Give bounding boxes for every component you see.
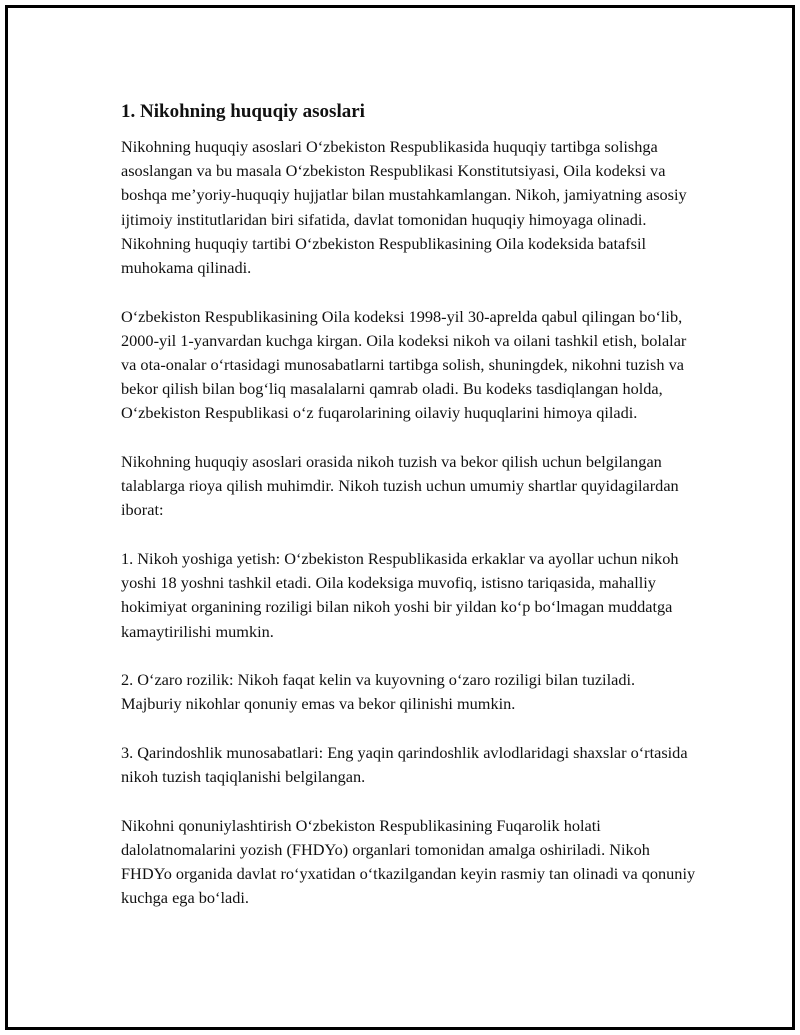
section-heading: 1. Nikohning huquqiy asoslari bbox=[121, 101, 365, 122]
list-item-marriage-age: 1. Nikoh yoshiga yetish: O‘zbekiston Respublikasida erkaklar va ayollar uchun nikoh yoshi 18 yoshni tashkil etadi. Oila kodeksiga muvofiq, istisno tariqasida, mahalliy hokimiyat organining roziligi bilan nikoh yoshi bir yildan ko‘p bo‘lmagan muddatga kamaytirilishi mumkin. bbox=[121, 549, 679, 641]
list-item-kinship: 3. Qarindoshlik munosabatlari: Eng yaqin qarindoshlik avlodlaridagi shaxslar o‘rtasida nikoh tuzish taqiqlanishi belgilangan. bbox=[121, 743, 688, 787]
paragraph-conditions: Nikohning huquqiy asoslari orasida nikoh tuzish va bekor qilish uchun belgilangan talablarga rioya qilish muhimdir. Nikoh tuzish uchun umumiy shartlar quyidagilardan iborat: bbox=[121, 452, 679, 520]
paragraph-intro: Nikohning huquqiy asoslari O‘zbekiston Respublikasida huquqiy tartibga solishga asoslangan va bu masala O‘zbekiston Respublikasi Konstitutsiyasi, Oila kodeksi va boshqa me’yoriy-huquqiy hujjatlar bilan mustahkamlangan. Nikoh, jamiyatning asosiy ijtimoiy institutlaridan biri sifatida, davlat tomonidan huquqiy himoyaga olinadi. Nikohning huquqiy tartibi O‘zbekiston Respublikasining Oila kodeksida batafsil muhokama qilinadi. bbox=[121, 137, 687, 278]
page-frame bbox=[5, 5, 795, 1030]
document-body bbox=[121, 99, 696, 935]
list-item-mutual-consent: 2. O‘zaro rozilik: Nikoh faqat kelin va kuyovning o‘zaro roziligi bilan tuziladi. Majburiy nikohlar qonuniy emas va bekor qilinishi mumkin. bbox=[121, 670, 636, 714]
paragraph-family-code: O‘zbekiston Respublikasining Oila kodeksi 1998-yil 30-aprelda qabul qilingan bo‘lib, 2000-yil 1-yanvardan kuchga kirgan. Oila kodeksi nikoh va oilani tashkil etish, bolalar va ota-onalar o‘rtasidagi munosabatlarni tartibga solish, shuningdek, nikohni tuzish va bekor qilish bilan bog‘liq masalalarni qamrab oladi. Bu kodeks tasdiqlangan holda, O‘zbekiston Respublikasi o‘z fuqarolarining oilaviy huquqlarini himoya qiladi. bbox=[121, 306, 687, 423]
paragraph-registration: Nikohni qonuniylashtirish O‘zbekiston Respublikasining Fuqarolik holati dalolatnomalarini yozish (FHDYo) organlari tomonidan amalga oshiriladi. Nikoh FHDYo organida davlat ro‘yxatidan o‘tkazilgandan keyin rasmiy tan olinadi va qonuniy kuchga ega bo‘ladi. bbox=[121, 815, 696, 908]
